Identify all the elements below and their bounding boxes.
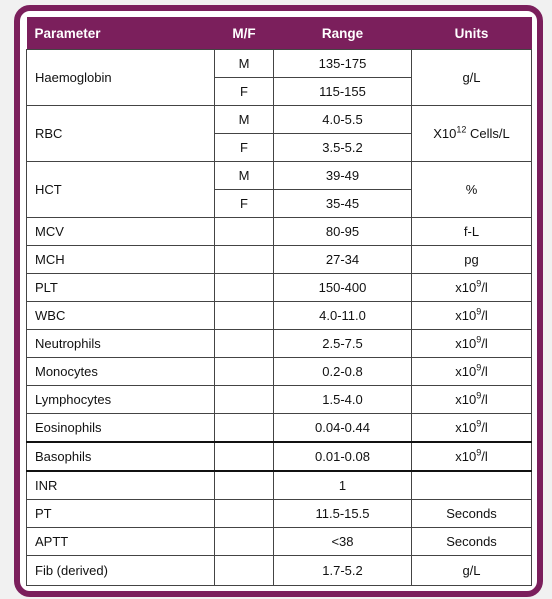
range-cell: 1: [274, 471, 412, 500]
units-base: x10: [455, 449, 477, 464]
units-base: x10: [455, 392, 477, 407]
range-cell: 2.5-7.5: [274, 330, 412, 358]
param-name: Monocytes: [27, 358, 215, 386]
range-cell: 3.5-5.2: [274, 134, 412, 162]
param-name: Basophils: [27, 442, 215, 471]
table-row: [27, 218, 532, 246]
units-cell: pg: [412, 246, 532, 274]
range-cell: 150-400: [274, 274, 412, 302]
table-row: [27, 358, 532, 386]
units-exponent: 9: [476, 390, 482, 401]
table-row: [27, 162, 532, 190]
header-units: Units: [412, 17, 532, 50]
range-cell: <38: [274, 528, 412, 556]
units-cell: [412, 386, 532, 414]
units-cell: [412, 274, 532, 302]
units-tail: /l: [481, 280, 488, 295]
table-row: [27, 386, 532, 414]
range-cell: 80-95: [274, 218, 412, 246]
table-row: [27, 330, 532, 358]
units-tail: /l: [481, 420, 488, 435]
table-row: [27, 442, 532, 471]
units-cell: Seconds: [412, 500, 532, 528]
units-base: x10: [455, 308, 477, 323]
reference-range-table: [26, 17, 532, 586]
table-row: [27, 302, 532, 330]
param-name: Lymphocytes: [27, 386, 215, 414]
units-tail: /l: [481, 449, 488, 464]
range-cell: 39-49: [274, 162, 412, 190]
units-cell: [412, 414, 532, 443]
sex-cell: [215, 471, 274, 500]
range-cell: 115-155: [274, 78, 412, 106]
range-cell: 11.5-15.5: [274, 500, 412, 528]
param-name: PLT: [27, 274, 215, 302]
units-cell: [412, 358, 532, 386]
range-cell: 1.5-4.0: [274, 386, 412, 414]
units-base: X10: [433, 126, 457, 141]
sex-cell: [215, 414, 274, 443]
units-exponent: 9: [476, 362, 482, 373]
reference-range-card: [14, 5, 543, 597]
units-cell: Seconds: [412, 528, 532, 556]
units-cell: [412, 442, 532, 471]
param-name: MCV: [27, 218, 215, 246]
units-tail: Cells/L: [466, 126, 510, 141]
units-cell: [412, 330, 532, 358]
param-name: APTT: [27, 528, 215, 556]
units-exponent: 12: [456, 124, 467, 135]
sex-cell: [215, 330, 274, 358]
units-exponent: 9: [476, 278, 482, 289]
param-name: Eosinophils: [27, 414, 215, 443]
param-name: MCH: [27, 246, 215, 274]
header-row: [27, 17, 532, 50]
param-name: HCT: [27, 162, 215, 218]
range-cell: 135-175: [274, 50, 412, 78]
param-name: Neutrophils: [27, 330, 215, 358]
sex-cell: M: [215, 106, 274, 134]
sex-cell: [215, 528, 274, 556]
units-cell: [412, 302, 532, 330]
sex-cell: [215, 246, 274, 274]
units-exponent: 9: [476, 306, 482, 317]
units-base: x10: [455, 420, 477, 435]
units-base: x10: [455, 364, 477, 379]
units-cell: g/L: [412, 556, 532, 586]
units-tail: /l: [481, 364, 488, 379]
table-row: [27, 414, 532, 443]
units-tail: /l: [481, 392, 488, 407]
range-cell: 4.0-5.5: [274, 106, 412, 134]
sex-cell: F: [215, 134, 274, 162]
units-exponent: 9: [476, 447, 482, 458]
units-cell: f-L: [412, 218, 532, 246]
range-cell: 35-45: [274, 190, 412, 218]
range-cell: 4.0-11.0: [274, 302, 412, 330]
sex-cell: [215, 386, 274, 414]
table-row: [27, 528, 532, 556]
table-row: [27, 106, 532, 134]
units-tail: /l: [481, 308, 488, 323]
units-cell: [412, 471, 532, 500]
range-cell: 0.01-0.08: [274, 442, 412, 471]
param-name: Haemoglobin: [27, 50, 215, 106]
sex-cell: [215, 302, 274, 330]
param-name: WBC: [27, 302, 215, 330]
units-base: x10: [455, 280, 477, 295]
sex-cell: [215, 218, 274, 246]
table-row: [27, 274, 532, 302]
range-cell: 0.2-0.8: [274, 358, 412, 386]
param-name: Fib (derived): [27, 556, 215, 586]
units-cell: [412, 106, 532, 162]
units-base: x10: [455, 336, 477, 351]
sex-cell: F: [215, 78, 274, 106]
range-cell: 0.04-0.44: [274, 414, 412, 443]
sex-cell: F: [215, 190, 274, 218]
param-name: PT: [27, 500, 215, 528]
header-range: Range: [274, 17, 412, 50]
sex-cell: M: [215, 50, 274, 78]
header-mf: M/F: [215, 17, 274, 50]
sex-cell: [215, 556, 274, 586]
units-tail: /l: [481, 336, 488, 351]
param-name: RBC: [27, 106, 215, 162]
range-cell: 1.7-5.2: [274, 556, 412, 586]
units-cell: g/L: [412, 50, 532, 106]
sex-cell: [215, 274, 274, 302]
sex-cell: M: [215, 162, 274, 190]
header-parameter: Parameter: [27, 17, 215, 50]
param-name: INR: [27, 471, 215, 500]
table-row: [27, 500, 532, 528]
table-row: [27, 50, 532, 78]
range-cell: 27-34: [274, 246, 412, 274]
sex-cell: [215, 442, 274, 471]
units-exponent: 9: [476, 334, 482, 345]
table-row: [27, 471, 532, 500]
sex-cell: [215, 358, 274, 386]
table-row: [27, 246, 532, 274]
table-row: [27, 556, 532, 586]
sex-cell: [215, 500, 274, 528]
units-exponent: 9: [476, 418, 482, 429]
units-cell: %: [412, 162, 532, 218]
